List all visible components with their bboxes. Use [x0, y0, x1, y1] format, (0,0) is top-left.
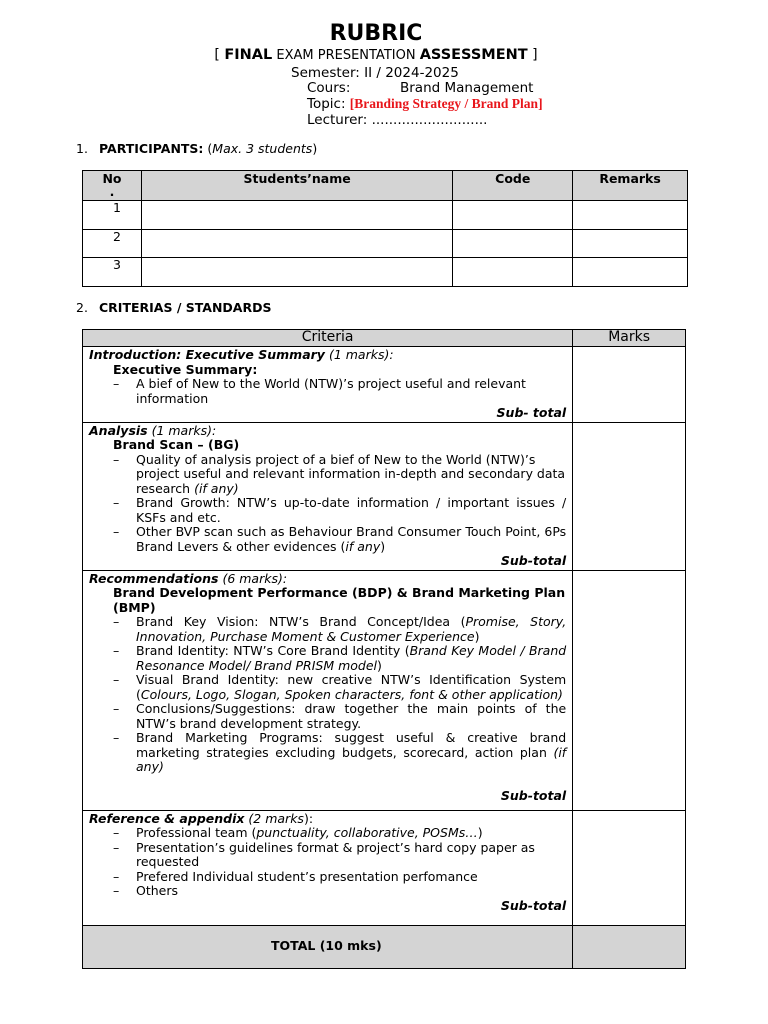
- analysis-list: [113, 453, 566, 555]
- criteria-table: [82, 329, 686, 969]
- list-item: – Prefered Individual student’s presentation perfomance: [113, 870, 566, 885]
- header-code: Code: [453, 171, 573, 201]
- section-participants-number: 1.: [76, 141, 88, 156]
- participant-row-1: [83, 201, 688, 230]
- recommendation-item-1-close: ): [474, 628, 480, 644]
- remarks-cell[interactable]: [573, 258, 688, 287]
- executive-summary-subheading: Executive Summary:: [113, 361, 258, 377]
- criteria-header-row: [83, 330, 686, 347]
- participants-header-row: [83, 171, 688, 201]
- list-item: – Conclusions/Suggestions: draw together the main points of the NTW’s brand development strategy.: [113, 702, 566, 731]
- recommendation-item-2-note: Brand Key Model / Brand Resonance Model/ Brand PRISM model: [136, 643, 567, 673]
- list-item: – Presentation’s guidelines format & project’s hard copy paper as requested: [113, 841, 566, 870]
- introduction-criteria: [83, 347, 573, 423]
- header-no: [83, 171, 142, 201]
- topic-label: Topic:: [307, 96, 350, 112]
- recommendation-item-1: Brand Key Vision: NTW’s Brand Concept/Idea (: [136, 614, 466, 629]
- lecturer-line: Lecturer: ...........................: [307, 112, 488, 128]
- recommendation-item-1-note: Promise, Story, Innovation, Purchase Moment & Customer Experience: [136, 614, 567, 644]
- exam-subtitle: [0, 46, 752, 65]
- participant-no: 1: [83, 201, 142, 230]
- note-open: (: [203, 141, 213, 156]
- analysis-subtotal: Sub-total: [500, 553, 567, 568]
- recommendation-item-5: Brand Marketing Programs: suggest useful & creative brand marketing strategies excluding budgets, scorecard, action plan: [136, 730, 567, 760]
- list-item: – A bief of New to the World (NTW)’s project useful and relevant information: [113, 377, 566, 406]
- list-item: – Others: [113, 884, 566, 899]
- introduction-title: Introduction: Executive Summary: [89, 347, 325, 362]
- list-item: [113, 826, 566, 841]
- recommendations-marks: (6 marks):: [218, 570, 288, 586]
- bdp-bmp-subheading: Brand Development Performance (BDP) & Brand Marketing Plan (BMP): [113, 585, 566, 615]
- remarks-cell[interactable]: [573, 230, 688, 258]
- list-item: [113, 453, 566, 497]
- recommendations-heading: [89, 572, 566, 587]
- participants-table: [82, 170, 688, 287]
- section-criteria-title: CRITERIAS / STANDARDS: [99, 300, 272, 315]
- course-label: Cours:: [307, 80, 351, 96]
- list-item: [113, 731, 566, 775]
- student-name-cell[interactable]: [141, 201, 452, 230]
- participants-note: Max. 3 students: [212, 141, 313, 156]
- topic-line: [307, 96, 543, 112]
- participant-row-3: [83, 258, 688, 287]
- analysis-item-3: Other BVP scan such as Behaviour Brand Consumer Touch Point, 6Ps Brand Levers & other evidences (: [136, 524, 567, 554]
- reference-marks: (2 marks: [244, 810, 304, 826]
- student-name-cell[interactable]: [141, 258, 452, 287]
- introduction-heading: [89, 348, 566, 363]
- analysis-item-1-note: (if any): [194, 480, 239, 496]
- recommendation-item-2-close: ): [377, 657, 382, 673]
- recommendations-marks-cell[interactable]: [573, 570, 686, 810]
- reference-marks-cell[interactable]: [573, 810, 686, 925]
- subtitle-mid: EXAM PRESENTATION: [272, 48, 420, 63]
- recommendation-item-2: Brand Identity: NTW’s Core Brand Identity (: [136, 643, 410, 658]
- analysis-item-3-close: ): [380, 538, 386, 554]
- topic-value: [Branding Strategy / Brand Plan]: [349, 96, 543, 111]
- section-criteria-number: 2.: [76, 300, 88, 315]
- reference-marks-close: ):: [303, 810, 314, 826]
- total-label: TOTAL (10 mks): [83, 925, 573, 968]
- reference-list: [113, 826, 566, 899]
- reference-item-1: Professional team (: [136, 825, 257, 840]
- total-marks-cell[interactable]: [573, 925, 686, 968]
- recommendation-item-3-note: Colours, Logo, Slogan, Spoken characters, font & other application): [140, 686, 563, 702]
- bracket-open: [: [214, 47, 225, 63]
- reference-criteria: [83, 810, 573, 925]
- participant-no: 3: [83, 258, 142, 287]
- introduction-list: [113, 377, 566, 406]
- participant-no: 2: [83, 230, 142, 258]
- list-item: [113, 615, 566, 644]
- note-close: ): [312, 141, 318, 156]
- list-item: – Brand Growth: NTW’s up-to-date information / important issues / KSFs and etc.: [113, 496, 566, 525]
- reference-item-1-note: punctuality, collaborative, POSMs…: [256, 825, 478, 840]
- recommendation-item-3: Visual Brand Identity: new creative NTW’s Identification System (: [136, 672, 567, 702]
- list-item: [113, 525, 566, 554]
- recommendations-list: [113, 615, 566, 775]
- analysis-marks-cell[interactable]: [573, 422, 686, 570]
- analysis-criteria: [83, 422, 573, 570]
- student-name-cell[interactable]: [141, 230, 452, 258]
- list-item: [113, 673, 566, 702]
- brand-scan-subheading: Brand Scan – (BG): [113, 437, 240, 452]
- recommendation-item-5-note: (if any): [136, 744, 567, 774]
- introduction-subtotal: Sub- total: [496, 405, 567, 420]
- section-participants-title: PARTICIPANTS:: [99, 141, 204, 156]
- analysis-marks: (1 marks):: [147, 422, 217, 438]
- recommendations-criteria: [83, 570, 573, 810]
- bracket-close: ]: [527, 47, 538, 63]
- page-title: RUBRIC: [329, 21, 423, 46]
- criteria-row-introduction: [83, 347, 686, 423]
- participant-row-2: [83, 230, 688, 258]
- analysis-title: Analysis: [89, 422, 148, 438]
- criteria-row-recommendations: [83, 570, 686, 810]
- introduction-marks-cell[interactable]: [573, 347, 686, 423]
- recommendations-subtotal: Sub-total: [500, 787, 567, 803]
- analysis-item-3-note: if any: [345, 538, 381, 554]
- criteria-row-analysis: [83, 422, 686, 570]
- analysis-heading: [89, 424, 566, 439]
- reference-item-1-close: ): [477, 825, 483, 840]
- code-cell[interactable]: [453, 230, 573, 258]
- header-remarks: Remarks: [573, 171, 688, 201]
- header-criteria: Criteria: [83, 330, 573, 347]
- criteria-row-total: [83, 925, 686, 968]
- list-item: [113, 644, 566, 673]
- header-no-dot: .: [109, 184, 115, 199]
- section-criteria-heading: [99, 301, 272, 316]
- semester-line: Semester: II / 2024-2025: [291, 65, 459, 81]
- reference-subtotal: Sub-total: [500, 897, 567, 913]
- recommendations-title: Recommendations: [89, 570, 219, 586]
- criteria-row-reference: [83, 810, 686, 925]
- reference-title: Reference & appendix: [89, 810, 245, 826]
- reference-heading: [89, 812, 566, 827]
- analysis-item-1: Quality of analysis project of a bief of New to the World (NTW)’s project useful and relevant information in-depth and secondary data research: [136, 451, 566, 496]
- course-value: Brand Management: [400, 80, 534, 96]
- code-cell[interactable]: [453, 201, 573, 230]
- introduction-marks: (1 marks):: [324, 347, 394, 362]
- subtitle-assessment: ASSESSMENT: [419, 47, 528, 63]
- header-no-text: No: [102, 171, 122, 186]
- section-participants-heading: [99, 142, 317, 157]
- subtitle-final: FINAL: [224, 47, 273, 63]
- remarks-cell[interactable]: [573, 201, 688, 230]
- header-marks: Marks: [573, 330, 686, 347]
- header-students-name: Students’name: [141, 171, 452, 201]
- code-cell[interactable]: [453, 258, 573, 287]
